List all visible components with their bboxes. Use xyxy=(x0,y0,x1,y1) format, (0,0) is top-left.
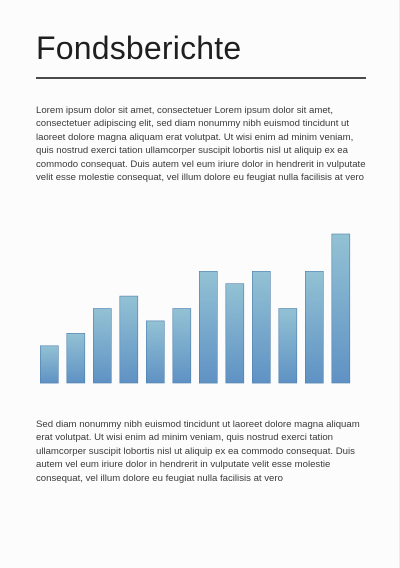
page-title: Fondsberichte xyxy=(36,30,242,66)
bar-1 xyxy=(40,346,58,383)
bar-4 xyxy=(120,296,138,383)
bar-6 xyxy=(173,309,191,384)
bar-2 xyxy=(67,333,85,383)
title-divider xyxy=(36,77,366,79)
bar-11 xyxy=(305,271,323,383)
bar-3 xyxy=(93,309,111,384)
bar-chart xyxy=(36,228,354,388)
bar-5 xyxy=(146,321,164,383)
bar-12 xyxy=(332,234,350,383)
bar-7 xyxy=(199,271,217,383)
bar-9 xyxy=(252,271,270,383)
bar-8 xyxy=(226,284,244,383)
intro-paragraph: Lorem ipsum dolor sit amet, consectetuer Lorem ipsum dolor sit amet, consectetuer adipiscing elit, sed diam nonummy nibh euismod tincidunt ut laoreet dolore magna aliquam erat volutpat. Ut wisi enim ad minim veniam, quis nostrud exerci tation ullamcorper suscipit lobortis nisl ut aliquip ex ea commodo consequat. Duis autem vel eum iriure dolor in hendrerit in vulputate velit esse molestie consequat, vel illum dolore eu feugiat nulla facilisis at vero xyxy=(36,105,366,184)
bar-10 xyxy=(279,309,297,384)
bar-series xyxy=(40,234,350,383)
body-paragraph: Sed diam nonummy nibh euismod tincidunt ut laoreet dolore magna aliquam erat volutpat. Ut wisi enim ad minim veniam, quis nostrud exerci tation ullamcorper suscipit lobortis nisl ut aliquip ex ea commodo consequat. Duis autem vel eum iriure dolor in hendrerit in vulputate velit esse molestie consequat, vel illum dolore eu feugiat nulla facilisis at vero xyxy=(36,419,360,484)
